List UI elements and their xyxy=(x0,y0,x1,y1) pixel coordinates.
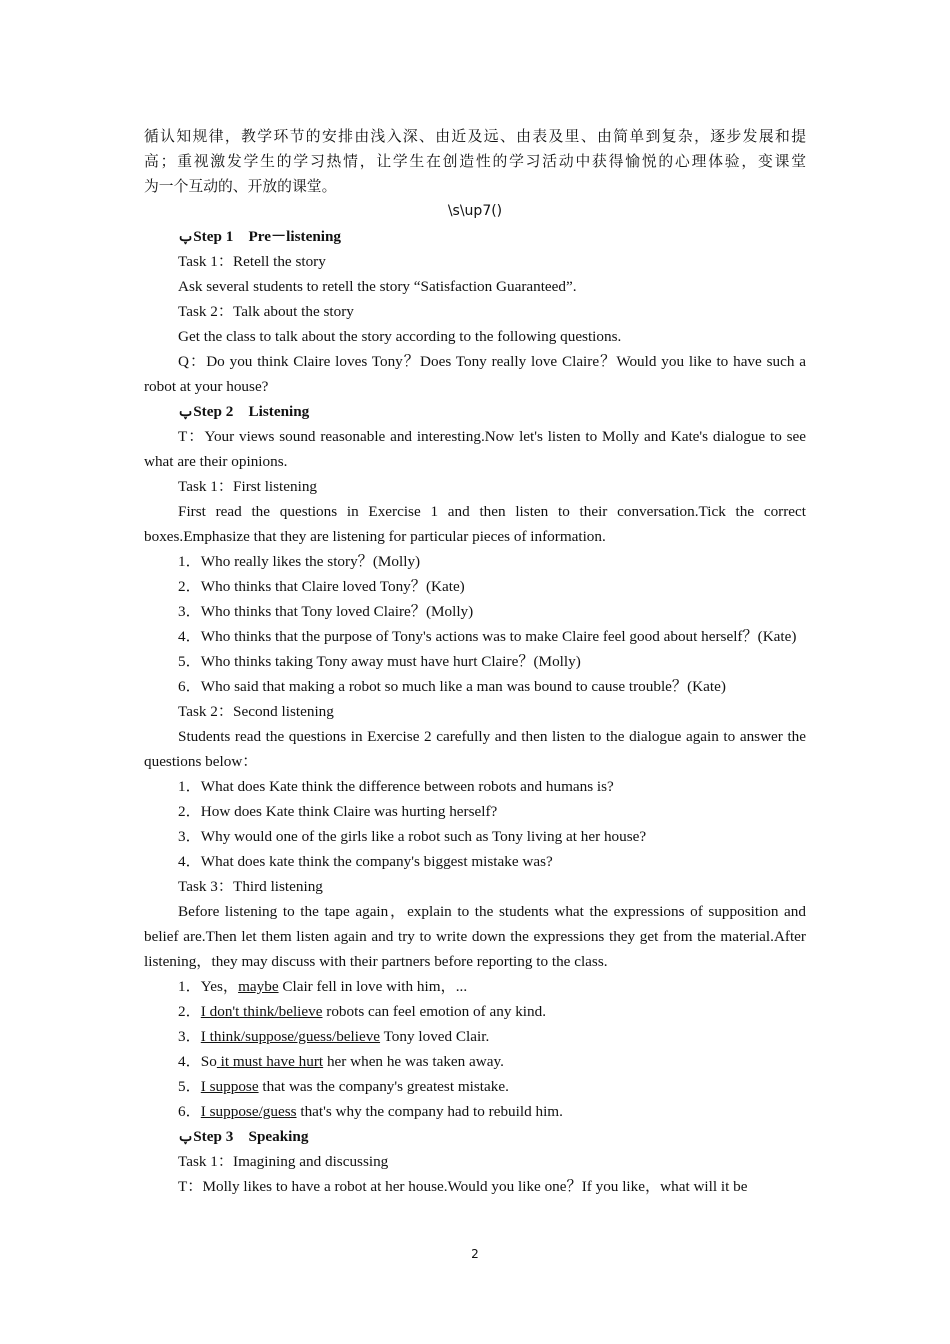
list-item: 1．What does Kate think the difference between robots and humans is? xyxy=(178,778,614,795)
answer-blank: I suppose xyxy=(200,1078,259,1095)
list-item: 3．Who thinks that Tony loved Claire？(Molly) xyxy=(178,603,474,620)
list-item: 4．So it must have hurt her when he was taken away. xyxy=(178,1053,504,1070)
list-item: 1．Yes，maybe Clair fell in love with him，... xyxy=(178,978,468,995)
step2-heading xyxy=(144,399,806,424)
step2-heading-text: Step 2 Listening xyxy=(193,403,310,420)
list-item: 2．I don't think/believe robots can feel emotion of any kind. xyxy=(178,1003,547,1020)
step1-task2: Task 2：Talk about the story xyxy=(178,303,354,320)
answer-blank: I think/suppose/guess/believe xyxy=(200,1028,381,1045)
list-item: 4．What does kate think the company's biggest mistake was? xyxy=(178,853,553,870)
step1-heading xyxy=(144,224,806,249)
answer-blank: I suppose/guess xyxy=(200,1103,297,1120)
list-item: 3．Why would one of the girls like a robot such as Tony living at her house? xyxy=(178,828,647,845)
step-marker-icon: ࢠ xyxy=(178,229,194,244)
step3-heading-text: Step 3 Speaking xyxy=(193,1128,309,1145)
step2-task1: Task 1：First listening xyxy=(178,478,318,495)
step1-task2-desc: Get the class to talk about the story according to the following questions. xyxy=(178,328,622,345)
intro-line-2: 高；重视激发学生的学习热情，让学生在创造性的学习活动中获得愉悦的心理体验，变课堂 xyxy=(144,153,806,170)
list-item: 3．I think/suppose/guess/believe Tony loved Clair. xyxy=(178,1028,490,1045)
list-item: 2．Who thinks that Claire loved Tony？(Kate) xyxy=(178,578,465,595)
answer-blank: it must have hurt xyxy=(216,1053,324,1070)
intro-line-3: 为一个互动的、开放的课堂。 xyxy=(144,178,337,195)
step-marker-icon: ࢠ xyxy=(178,1129,194,1144)
list-item: 6．Who said that making a robot so much like a man was bound to cause trouble？(Kate) xyxy=(178,678,726,695)
list-item: 2．How does Kate think Claire was hurting herself? xyxy=(178,803,498,820)
step1-task1: Task 1：Retell the story xyxy=(178,253,326,270)
list-item: 1．Who really likes the story？(Molly) xyxy=(178,553,421,570)
step-marker-icon: ࢠ xyxy=(178,404,194,419)
list-item: 6．I suppose/guess that's why the company had to rebuild him. xyxy=(178,1103,563,1120)
step2-task3-desc: Before listening to the tape again，explain to the students what the expressions of supposition and belief are.Then let them listen again and try to write down the expressions they get from the material.After listening，they may discuss with their partners before reporting to the class. xyxy=(144,903,806,970)
answer-blank: I don't think/believe xyxy=(200,1003,323,1020)
step3-task1-desc: T：Molly likes to have a robot at her house.Would you like one？If you like，what will it be xyxy=(178,1178,748,1195)
document-body xyxy=(144,124,806,1199)
step3-task1: Task 1：Imagining and discussing xyxy=(178,1153,389,1170)
step2-task1-desc: First read the questions in Exercise 1 and then listen to their conversation.Tick the correct boxes.Emphasize that they are listening for particular pieces of information. xyxy=(144,503,806,545)
list-item: 5．I suppose that was the company's greatest mistake. xyxy=(178,1078,509,1095)
step2-intro: T：Your views sound reasonable and interesting.Now let's listen to Molly and Kate's dialogue to see what are their opinions. xyxy=(144,428,806,470)
step1-task1-desc: Ask several students to retell the story “Satisfaction Guaranteed”. xyxy=(178,278,577,295)
step3-heading xyxy=(144,1124,806,1149)
list-item: 4．Who thinks that the purpose of Tony's actions was to make Claire feel good about herself？(Kate) xyxy=(178,628,797,645)
step1-heading-text: Step 1 Pre－listening xyxy=(193,228,342,245)
intro-line-1: 循认知规律，教学环节的安排由浅入深、由近及远、由表及里、由简单到复杂，逐步发展和提 xyxy=(144,128,806,145)
answer-blank: maybe xyxy=(238,978,279,995)
step1-question: Q：Do you think Claire loves Tony？Does Tony really love Claire？Would you like to have such a robot at your house? xyxy=(144,353,806,395)
step2-task2: Task 2：Second listening xyxy=(178,703,334,720)
field-code: \s\up7() xyxy=(447,203,503,219)
step2-task3: Task 3：Third listening xyxy=(178,878,323,895)
page-number: 2 xyxy=(471,1247,479,1261)
list-item: 5．Who thinks taking Tony away must have hurt Claire？(Molly) xyxy=(178,653,581,670)
step2-task2-desc: Students read the questions in Exercise 2 carefully and then listen to the dialogue again to answer the questions below： xyxy=(144,728,806,770)
